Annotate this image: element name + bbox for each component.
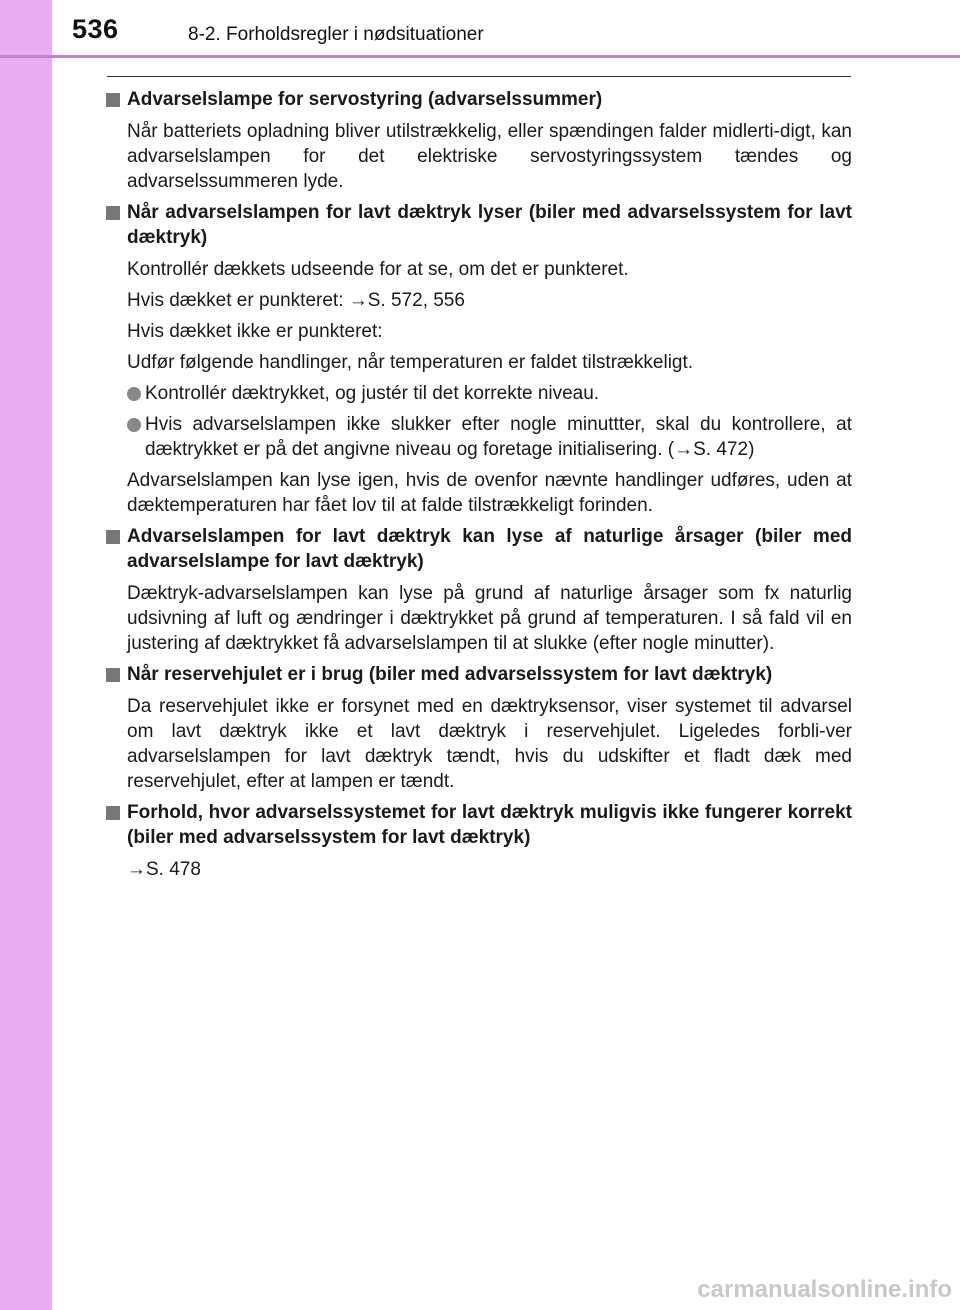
square-bullet-icon — [106, 668, 120, 682]
paragraph: Hvis dækket ikke er punkteret: — [127, 321, 383, 342]
square-bullet-icon — [106, 806, 120, 820]
page-content — [106, 87, 852, 888]
list-item: Hvis advarselslampen ikke slukker efter nogle minuttter, skal du kontrollere, at dæktrykket er på det angivne niveau og foretage initialisering. (→S. 472) — [106, 412, 852, 462]
section-lavt-daektryk — [106, 200, 852, 518]
section-fungerer-ikke — [106, 800, 852, 882]
section-servostyring — [106, 87, 852, 194]
square-bullet-icon — [106, 530, 120, 544]
section-heading: Advarselslampe for servostyring (advarselssummer) — [106, 87, 852, 112]
side-tab-bar — [0, 0, 52, 1310]
section-heading: Forhold, hvor advarselssystemet for lavt dæktryk muligvis ikke fungerer korrekt (biler med advarselssystem for lavt dæktryk) — [106, 800, 852, 850]
paragraph-reference: Hvis dækket er punkteret: →S. 572, 556 — [127, 290, 465, 311]
header-rule — [0, 55, 960, 58]
paragraph: Advarselslampen kan lyse igen, hvis de ovenfor nævnte handlinger udføres, uden at dæktemperaturen har fået lov til at falde tilstrækkeligt forinden. — [127, 470, 852, 516]
section-heading: Når reservehjulet er i brug (biler med advarselssystem for lavt dæktryk) — [106, 662, 852, 687]
section-heading: Advarselslampen for lavt dæktryk kan lyse af naturlige årsager (biler med advarselslampe for lavt dæktryk) — [106, 524, 852, 574]
paragraph: Dæktryk-advarselslampen kan lyse på grund af naturlige årsager som fx naturlig udsivning af luft og ændringer i dæktrykket på grund af temperaturen. I så fald vil en justering af dæktrykket få advarselslampen til at slukke (efter nogle minutter). — [127, 583, 852, 654]
paragraph: Når batteriets opladning bliver utilstrækkelig, eller spændingen falder midlerti-digt, kan advarselslampen for det elektriske servostyringssystem tændes og advarselssummeren lyde. — [127, 121, 852, 192]
paragraph: Udfør følgende handlinger, når temperaturen er faldet tilstrækkeligt. — [127, 352, 694, 373]
paragraph: Da reservehjulet ikke er forsynet med en dæktryksensor, viser systemet til advarsel om lavt dæktryk ikke et lavt dæktryk i reservehjulet. Ligeledes forbli-ver advarselslampen for lavt dæktryk tændt, hvis du udskifter et fladt dæk med reservehjulet, efter at lampen er tændt. — [127, 696, 852, 792]
content-top-rule — [107, 76, 851, 77]
page-number: 536 — [72, 14, 119, 44]
header-tab — [0, 0, 52, 56]
round-bullet-icon — [127, 387, 141, 401]
round-bullet-icon — [127, 418, 141, 432]
section-title: 8-2. Forholdsregler i nødsituationer — [188, 24, 484, 45]
watermark: carmanualsonline.info — [697, 1276, 952, 1303]
paragraph-reference: →S. 478 — [127, 859, 201, 880]
square-bullet-icon — [106, 206, 120, 220]
list-item: Kontrollér dæktrykket, og justér til det korrekte niveau. — [106, 381, 852, 406]
paragraph: Kontrollér dækkets udseende for at se, om det er punkteret. — [127, 259, 629, 280]
square-bullet-icon — [106, 93, 120, 107]
section-naturlige-aarsager — [106, 524, 852, 656]
section-reservehjul — [106, 662, 852, 794]
section-heading: Når advarselslampen for lavt dæktryk lyser (biler med advarselssystem for lavt dæktryk) — [106, 200, 852, 250]
